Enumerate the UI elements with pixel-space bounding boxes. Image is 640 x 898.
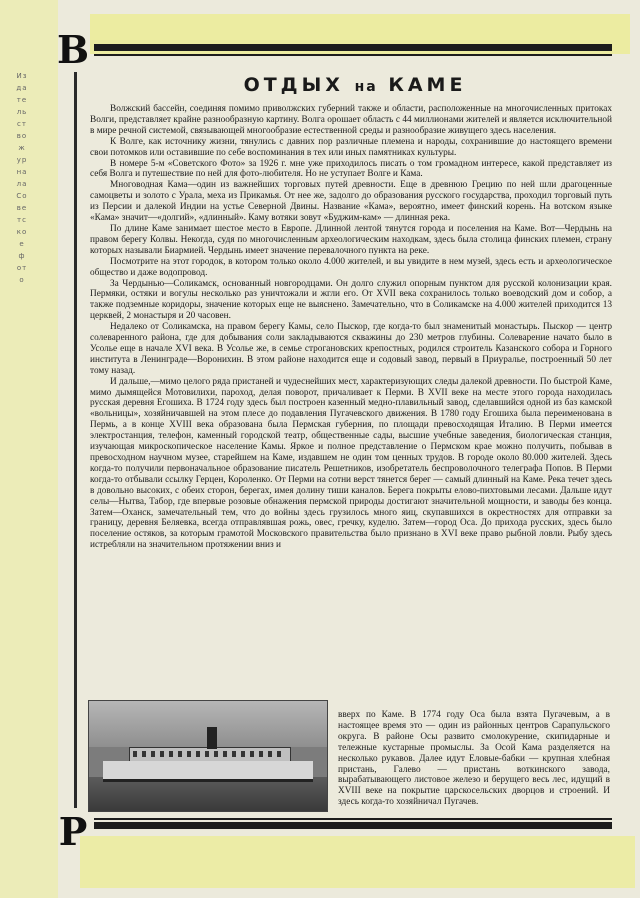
photo-water xyxy=(89,777,327,811)
paragraph-4: Многоводная Кама—один из важнейших торговых путей древности. Еще в древнюю Грецию по ней шли драгоценные самоцветы и золото с Урала, меха из Прикамья. От нее же, задолго до образования русского государства, проходил торговый путь из Персии и далекой Индии на устье Северной Двины. Название «Кама», вероятно, имеет финский корень. На вотском языке «Кама» значит—«долгий», «длинный». Каму вотяки зовут «Буджим-кам» — длинная река. xyxy=(90,180,612,224)
title-word-main: ОТДЫХ xyxy=(243,74,344,96)
section-letter-bottom: Р xyxy=(58,809,88,854)
title-word-end: КАМЕ xyxy=(388,74,467,96)
margin-vertical-rule xyxy=(74,72,77,808)
paragraph-6: Посмотрите на этот городок, в котором только около 4.000 жителей, и вы увидите в нем музей, здесь есть и археологическое общество и даже водопровод. xyxy=(90,256,612,278)
footer-rule-thick xyxy=(94,822,612,829)
footer-rule-thin xyxy=(94,818,612,820)
steamboat-photo xyxy=(88,700,328,812)
title-word-mid: на xyxy=(354,79,378,95)
paragraph-3: В номере 5-м «Советского Фото» за 1926 г. мне уже приходилось писать о том громадном интересе, какой представляет из себя Волга и путешествие по ней для фото-любителя. Но не уступает Волге и Кама. xyxy=(90,158,612,180)
header-rule-thick xyxy=(94,44,612,51)
spine-text: Издательство журнала Советское фото xyxy=(16,72,28,284)
article-body xyxy=(90,104,612,551)
photo-boat-hull xyxy=(103,761,313,782)
paragraph-5: По длине Каме занимает шестое место в Европе. Длинной лентой тянутся города и поселения на Каме. Вот—Чердынь на правом берегу Колвы. Некогда, судя по многочисленным археологическим находкам, здесь была столица финских племен, страну которых называли Биармией. Чердынь имеет значение перевалочного пункта на реке. xyxy=(90,223,612,256)
photo-boat-windows xyxy=(133,751,283,757)
header-rule-thin xyxy=(94,54,612,56)
side-paragraph: вверх по Каме. В 1774 году Оса была взята Пугачевым, а в настоящее время это — один из районных центров Сарапульского округа. В районе Осы развито смолокурение, скипидарные и тележные кустарные промыслы. За Осой Кама разделяется на несколько рукавов. Далее идут Еловые-бабки — крупная хлебная пристань, Галево — пристань воткинского завода, вырабатывающего листовое железо и берущего весь лес, идущий в XVIII веке на покрытие царскосельских дворцов и строений. И здесь когда-то хозяйничал Пугачев. xyxy=(338,710,610,808)
paragraph-2: К Волге, как источнику жизни, тянулись с давних пор различные племена и народы, сохранившие до настоящего времени свои потомков или оставившие по себе воспоминания в тех или иных памятниках культуры. xyxy=(90,136,612,158)
article-side-column xyxy=(338,710,610,808)
article-title xyxy=(100,74,610,96)
paragraph-8: Недалеко от Соликамска, на правом берегу Камы, село Пыскор, где когда-то был знаменитый монастырь. Пыскор — центр солеваренного района, где для добывания соли закладываются скважины до 230 метров глубины. Солеварение начато было в Усолье еще в начале XVI века. В Усолье же, в семье строгановских крепостных, родился строитель Казанского собора и Горного института в Ленинграде—Воронихин. В этом районе находится еще и содовый завод, первый в Приуралье, построенный 50 лет тому назад. xyxy=(90,322,612,376)
paragraph-9: И дальше,—мимо целого ряда пристаней и чудеснейших мест, характеризующих следы далекой древности. По быстрой Каме, мимо дымящейся Мотовилихи, пароход, делая поворот, причаливает к Перми. В XVII веке на месте этого города находилась русская деревня Егошиха. В 1724 году здесь был построен казенный медно-плавильный завод, сделавшийся одной из баз камской «вольницы», хозяйничавшей на этом плесе до подавления Пугачевского движения. В 1780 году Егошиха была переименована в Пермь, а в конце XVIII века образована была Пермская губерния, по площади превосходящая Италию. В Перми имеется электростанция, телефон, каменный городской театр, общественные сады, высшие учебные заведения, биологическая станция, изучающая микроскопическое население Камы. Яркое и полное представление о Пермском крае можно получить, побывав в превосходном научном музее, старейшем на Каме, издавшем не один том ценных трудов. В городе около 80.000 жителей. Здесь когда-то получили первоначальное образование писатель Решетников, изобретатель беспроволочного телеграфа Попов. В Перми когда-то отбывали ссылку Герцен, Короленко. От Перми на сотни верст тянется берег — самый длинный на Каме. Река течет здесь в довольно высоких, с обеих сторон, берегах, имея долину тиши каналов. Берега покрыты елово-пихтовыми лесами. Дальше идут селы—Нытва, Табор, где впервые розовые обнажения пермской природы достигают значительной мощности, и заводы без конца. Затем—Оханск, замечательный тем, что до войны здесь грузилось много яиц, скупавшихся в окрестностях для отправки за границу, деревня Беляевка, всегда отправлявшая рожь, овес, гречку, куделю. Затем—город Оса. До прихода русских, здесь было поселение остяков, за которым грамотой Московского правительства было признано в XVI веке право рыбной ловли. Рыбу здесь истребляли на значительном протяжении вниз и xyxy=(90,376,613,551)
photo-boat-smokestack xyxy=(207,727,217,749)
paper-stain-left xyxy=(0,0,58,898)
section-letter-top: В xyxy=(56,27,90,72)
paragraph-7: За Чердынью—Соликамск, основанный новгородцами. Он долго служил опорным пунктом для русской колонизации края. Пермяки, остяки и вогулы несколько раз уничтожали и жгли его. От XVII века сохранилось только воеводский дом и собор, а также подземные коридоры, значение которых еще не выяснено. Замечательно, что в Соликамске на 4.000 жителей приходится 13 церквей, 2 монастыря и 20 часовен. xyxy=(90,278,612,322)
paragraph-1: Волжский бассейн, соединяя помимо приволжских губерний также и области, расположенные на многочисленных притоках Волги, представляет крайне разнообразную картину. Волга орошает область с 44 миллионами жителей и является исключительной в мире речной системой, связывающей многообразие естественной среды и разнообразие живущего здесь населения. xyxy=(90,104,612,136)
paper-stain-bottom xyxy=(80,836,635,888)
